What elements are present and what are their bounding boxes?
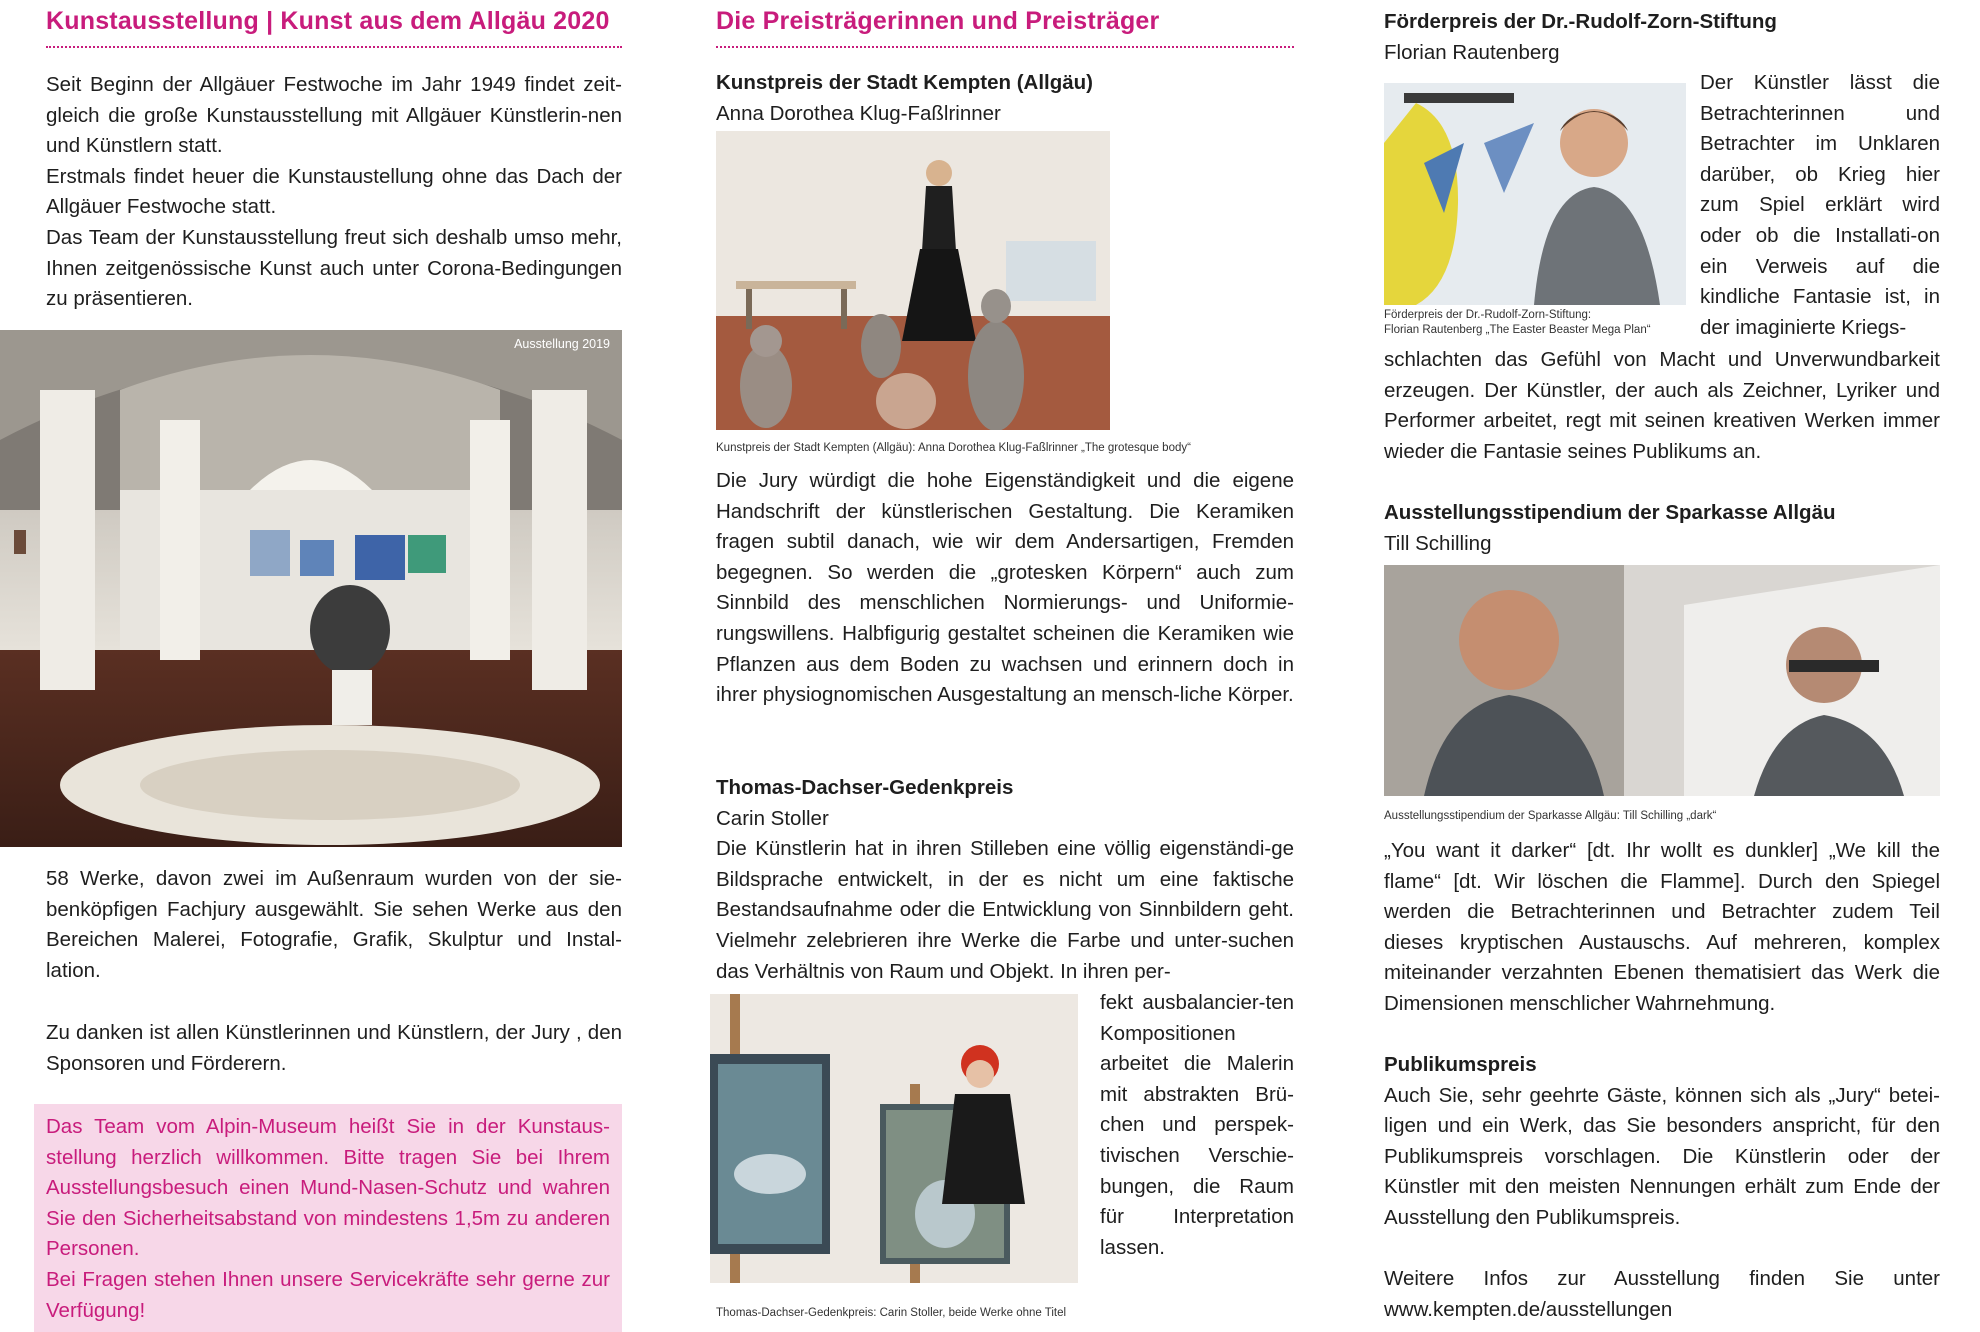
intro-paragraph: Das Team der Kunstausstellung freut sich deshalb umso mehr, Ihnen zeitgenössische Kunst auch unter Corona-Bedingungen zu präsentieren.: [46, 225, 622, 311]
thanks-text: [46, 1018, 622, 1079]
artist-photo-rautenberg: [1384, 83, 1686, 305]
intro-text: [46, 70, 622, 315]
jury-text: [716, 466, 1294, 711]
installation-illustration: [1384, 83, 1686, 305]
ceramic-figures-illustration: [716, 131, 1110, 430]
artist-name: Till Schilling: [1384, 531, 1492, 555]
photo-year-tag: Ausstellung 2019: [514, 337, 610, 351]
title-divider: [46, 46, 622, 48]
prize-paragraph: „You want it darker“ [dt. Ihr wollt es dunkler] „We kill the flame“ [dt. Wir löschen die Flamme]. Durch den Spiegel werden die Betrachterinnen und Betrachter zudem Teil dieses kryptischen Austauschs. Auf mehreren, komplex miteinander verzahnten Ebenen thematisiert das Werk die Dimensionen menschlicher Wahrnehmung.: [1384, 839, 1940, 1015]
caption-line: Florian Rautenberg „The Easter Beaster Mega Plan“: [1384, 324, 1651, 336]
title-divider: [716, 46, 1294, 48]
prize-kempten: [716, 68, 1294, 129]
mirror-portrait-illustration: [1384, 565, 1940, 796]
artist-photo-stoller: [710, 994, 1078, 1283]
artist-name: Anna Dorothea Klug-Faßlrinner: [716, 101, 1001, 125]
exhibition-hall-photo: [0, 330, 622, 847]
intro-paragraph: Seit Beginn der Allgäuer Festwoche im Jahr 1949 findet zeit-gleich die große Kunstausstellung mit Allgäuer Künstlerin-nen und Künstlern statt.: [46, 73, 622, 158]
prize-paragraph: schlachten das Gefühl von Macht und Unverwundbarkeit erzeugen. Der Künstler, der auch als Zeichner, Lyriker und Performer arbeitet, regt mit seinen kreativen Werken immer wieder die Fantasie seines Publikums an.: [1384, 348, 1940, 463]
prize-side-text: [1700, 68, 1940, 343]
welcome-paragraph: Das Team vom Alpin-Museum heißt Sie in der Kunstaus-stellung herzlich willkommen. Bitte tragen Sie bei Ihrem Ausstellungsbesuch einen Mund-Nasen-Schutz und wahren Sie den Sicherheitsabstand von mindestens 1,5m zu anderen Personen.: [46, 1115, 610, 1261]
exhibition-link[interactable]: www.kempten.de/ausstellungen: [1384, 1297, 1673, 1321]
intro-paragraph: Erstmals findet heuer die Kunstaustellung ohne das Dach der Allgäuer Festwoche statt.: [46, 164, 622, 219]
exhibition-title: Kunstausstellung | Kunst aus dem Allgäu 2020: [46, 7, 610, 35]
welcome-box: [34, 1104, 622, 1332]
more-info-text: Weitere Infos zur Ausstellung finden Sie unter: [1384, 1267, 1940, 1290]
prize-zorn: [1384, 7, 1940, 68]
prize-title: Förderpreis der Dr.-Rudolf-Zorn-Stiftung: [1384, 10, 1777, 33]
works-paragraph: 58 Werke, davon zwei im Außenraum wurden von der sie-benköpfigen Fachjury ausgewählt. Sie sehen Werke aus den Bereichen Malerei, Fotografie, Grafik, Skulptur und Instal-lation.: [46, 867, 622, 982]
prizes-title: Die Preisträgerinnen und Preisträger: [716, 7, 1160, 35]
prize-publikum: [1384, 1050, 1940, 1234]
works-text: [46, 864, 622, 986]
prize-title: Kunstpreis der Stadt Kempten (Allgäu): [716, 71, 1094, 94]
caption-line: Förderpreis der Dr.-Rudolf-Zorn-Stiftung:: [1384, 309, 1592, 321]
photo-caption: Kunstpreis der Stadt Kempten (Allgäu): Anna Dorothea Klug-Faßlrinner „The grotesque body“: [716, 442, 1191, 454]
prize-dachser: [716, 773, 1294, 987]
photo-caption: Ausstellungsstipendium der Sparkasse Allgäu: Till Schilling „dark“: [1384, 810, 1717, 822]
photo-caption: [1384, 308, 1686, 338]
artist-name: Carin Stoller: [716, 806, 829, 830]
prize-paragraph: Die Künstlerin hat in ihren Stilleben eine völlig eigenständi-ge Bildsprache entwickelt, in der es nicht um eine faktische Bestandsaufnahme oder die Entwicklung von Sinnbildern geht. Vielmehr zelebrieren ihre Werke die Farbe und unter-suchen das Verhältnis von Raum und Objekt. In ihren per-: [716, 837, 1294, 983]
prize-side-text: [1100, 988, 1294, 1263]
artist-name: Florian Rautenberg: [1384, 40, 1560, 64]
prize-sparkasse: [1384, 498, 1940, 559]
welcome-paragraph: Bei Fragen stehen Ihnen unsere Servicekräfte sehr gerne zur Verfügung!: [46, 1267, 610, 1322]
prize-text-below: [1384, 345, 1940, 467]
more-info: [1384, 1264, 1940, 1325]
prize-text: [1384, 836, 1940, 1020]
photo-caption: Thomas-Dachser-Gedenkpreis: Carin Stoller, beide Werke ohne Titel: [716, 1307, 1067, 1319]
easel-paintings-illustration: [710, 994, 1078, 1283]
prize-title: Thomas-Dachser-Gedenkpreis: [716, 776, 1014, 799]
thanks-paragraph: Zu danken ist allen Künstlerinnen und Künstlern, der Jury , den Sponsoren und Förderern.: [46, 1021, 622, 1075]
jury-paragraph: Die Jury würdigt die hohe Eigenständigkeit und die eigene Handschrift der künstlerischen Gestaltung. Die Keramiken fragen subtil danach, wie wir dem Andersartigen, Fremden begegnen. So werden die „grotesken Körpern“ auch zum Sinnbild des menschlichen Normierungs- und Uniformie-rungswillens. Halbfigurig gestaltet scheinen die Keramiken wie Pflanzen aus dem Boden zu wachsen und erinnern doch in ihrer physiognomischen Ausgestaltung an mensch-liche Körper.: [716, 469, 1294, 707]
prize-title: Publikumspreis: [1384, 1053, 1537, 1076]
exhibition-hall-illustration: [0, 330, 622, 847]
prize-title: Ausstellungsstipendium der Sparkasse Allgäu: [1384, 501, 1836, 524]
prize-paragraph: Auch Sie, sehr geehrte Gäste, können sich als „Jury“ betei-ligen und ein Werk, das Sie besonders anspricht, für den Publikumspreis vorschlagen. Die Künstlerin oder der Künstler mit den meisten Nennungen erhält zum Ende der Ausstellung den Publikumspreis.: [1384, 1083, 1940, 1229]
artist-photo-klug: [716, 131, 1110, 430]
prize-side-paragraph: fekt ausbalancier-ten Kompositionen arbeitet die Malerin mit abstrakten Brü-chen und perspek-tivischen Verschie-bungen, die Raum für Interpretation lassen.: [1100, 991, 1294, 1259]
prize-side-paragraph: Der Künstler lässt die Betrachterinnen und Betrachter im Unklaren darüber, ob Krieg hier zum Spiel erklärt wird oder ob die Installati-on ein Verweis auf die kindliche Fantasie ist, in der imaginierte Kriegs-: [1700, 71, 1940, 339]
artist-photo-schilling: [1384, 565, 1940, 796]
